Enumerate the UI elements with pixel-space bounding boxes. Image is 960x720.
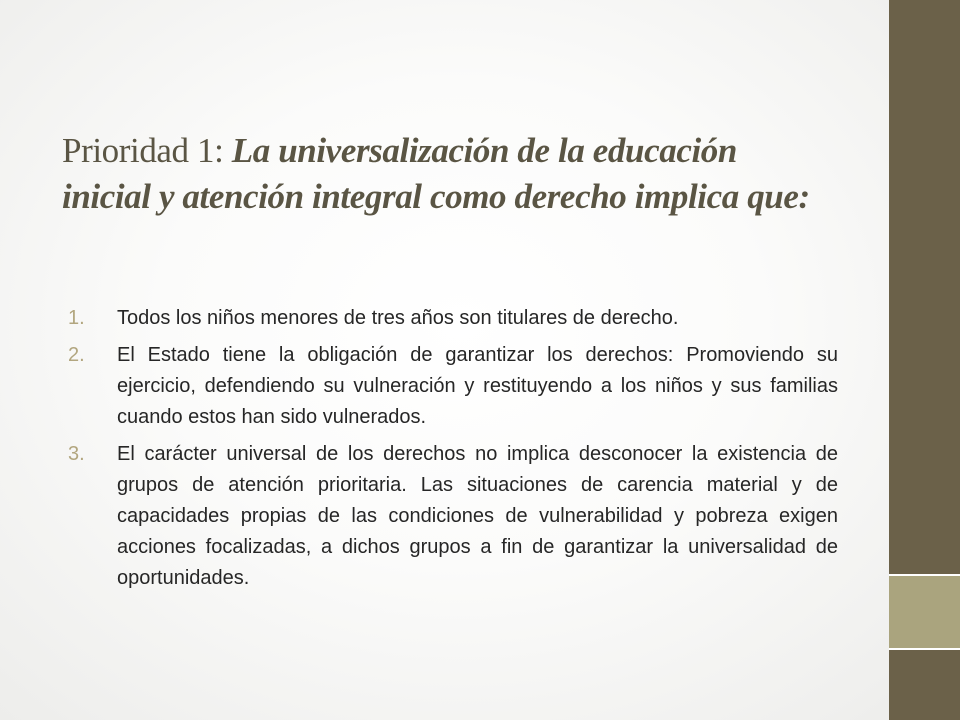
- slide-title-emphasis: La universalización de la educación inicial y atención integral como derecho implica que:: [62, 131, 810, 216]
- list-item: [68, 439, 838, 594]
- sidebar-bottom-block: [889, 650, 960, 720]
- slide-title-lead: Prioridad 1:: [62, 131, 232, 170]
- list-item-text: El Estado tiene la obligación de garantizar los derechos: Promoviendo su ejercicio, defendiendo su vulneración y restituyendo a los niños y sus familias cuando estos han sido vulnerados.: [117, 344, 838, 428]
- sidebar-top-block: [889, 0, 960, 574]
- list-item-number: 1.: [68, 307, 85, 329]
- list-item-text: El carácter universal de los derechos no implica desconocer la existencia de grupos de atención prioritaria. Las situaciones de carencia material y de capacidades propias de las condiciones de vulnerabilidad y pobreza exigen acciones focalizadas, a dichos grupos a fin de garantizar la universalidad de oportunidades.: [117, 443, 838, 589]
- list-item-number: 2.: [68, 344, 85, 366]
- list-item-number: 3.: [68, 443, 85, 465]
- list-item-text: Todos los niños menores de tres años son titulares de derecho.: [117, 307, 679, 329]
- slide-title: [62, 128, 832, 220]
- priority-list: [68, 303, 838, 600]
- list-item: [68, 340, 838, 433]
- list-item: [68, 303, 838, 334]
- sidebar-middle-block: [889, 576, 960, 648]
